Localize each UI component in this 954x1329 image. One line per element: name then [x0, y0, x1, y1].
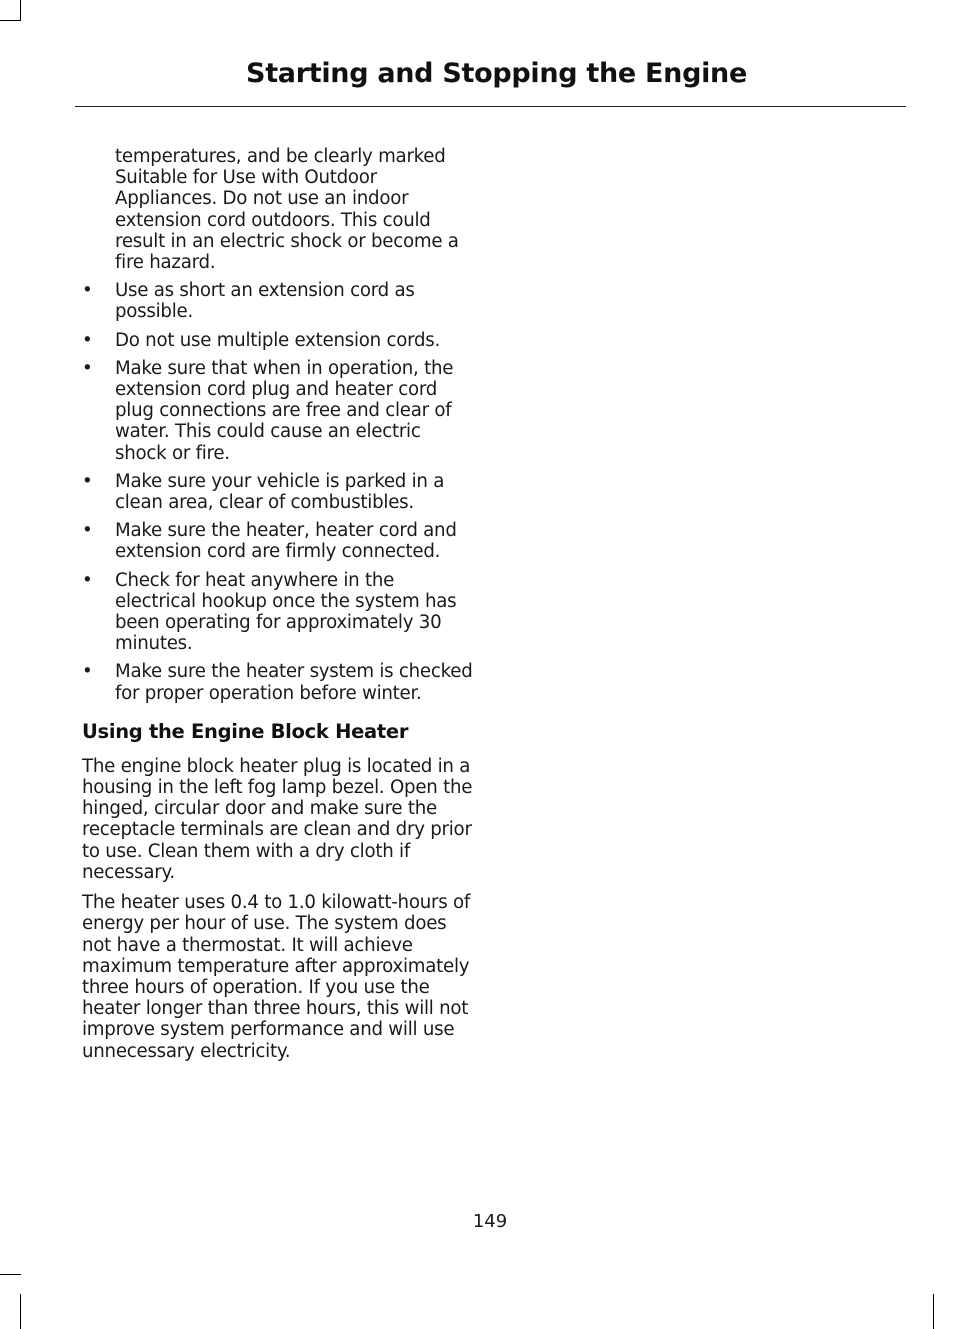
crop-mark-bottom-right-vertical — [933, 1294, 934, 1329]
list-item-text: Use as short an extension cord as possible. — [115, 280, 415, 323]
list-item — [82, 661, 474, 703]
body-paragraph: The heater uses 0.4 to 1.0 kilowatt-hours of energy per hour of use. The system does not have a thermostat. It will achieve maximum temperature after approximately three hours of operation. If you use the heater longer than three hours, this will not improve system performance and will use unnecessary electricity. — [82, 892, 471, 1062]
page-title: Starting and Stopping the Engine — [246, 58, 747, 89]
list-item-text: Do not use multiple extension cords. — [115, 329, 441, 351]
bullet-icon: • — [82, 280, 93, 302]
list-item-text: Make sure the heater system is checked for proper operation before winter. — [115, 661, 473, 704]
list-item — [82, 358, 474, 464]
list-item-text: Make sure the heater, heater cord and extension cord are firmly connected. — [115, 520, 457, 563]
bullet-icon: • — [82, 569, 93, 591]
text-column — [82, 146, 474, 1071]
bullet-icon: • — [82, 329, 93, 351]
list-item — [82, 570, 474, 655]
bullet-icon: • — [82, 470, 93, 492]
list-item-text: Make sure that when in operation, the extension cord plug and heater cord plug connections are free and clear of water. This could cause an electric shock or fire. — [115, 357, 454, 464]
crop-mark-top-left-horizontal — [0, 20, 21, 21]
section-heading: Using the Engine Block Heater — [82, 719, 409, 743]
bullet-list — [82, 280, 474, 704]
header-divider — [75, 106, 906, 107]
list-item — [82, 330, 474, 351]
list-item-text: Check for heat anywhere in the electrical hookup once the system has been operating for approximately 30 minutes. — [115, 569, 457, 655]
page-number: 149 — [472, 1211, 508, 1232]
list-item — [82, 520, 474, 562]
list-item-text: Make sure your vehicle is parked in a clean area, clear of combustibles. — [115, 470, 445, 514]
body-paragraph: The engine block heater plug is located in a housing in the left fog lamp bezel. Open the hinged, circular door and make sure the receptacle terminals are clean and dry prior to use. Clean them with a dry cloth if necessary. — [82, 755, 473, 883]
crop-mark-bottom-left-vertical — [20, 1294, 21, 1329]
bullet-icon: • — [82, 357, 93, 379]
crop-mark-top-left-vertical — [20, 0, 21, 20]
bullet-icon: • — [82, 520, 93, 542]
crop-mark-bottom-left-horizontal — [0, 1274, 21, 1275]
continuation-paragraph: temperatures, and be clearly marked Suitable for Use with Outdoor Appliances. Do not use an indoor extension cord outdoors. This could result in an electric shock or become a fire hazard. — [115, 146, 459, 274]
bullet-icon: • — [82, 661, 93, 683]
list-item — [82, 280, 474, 322]
list-item — [82, 471, 474, 513]
